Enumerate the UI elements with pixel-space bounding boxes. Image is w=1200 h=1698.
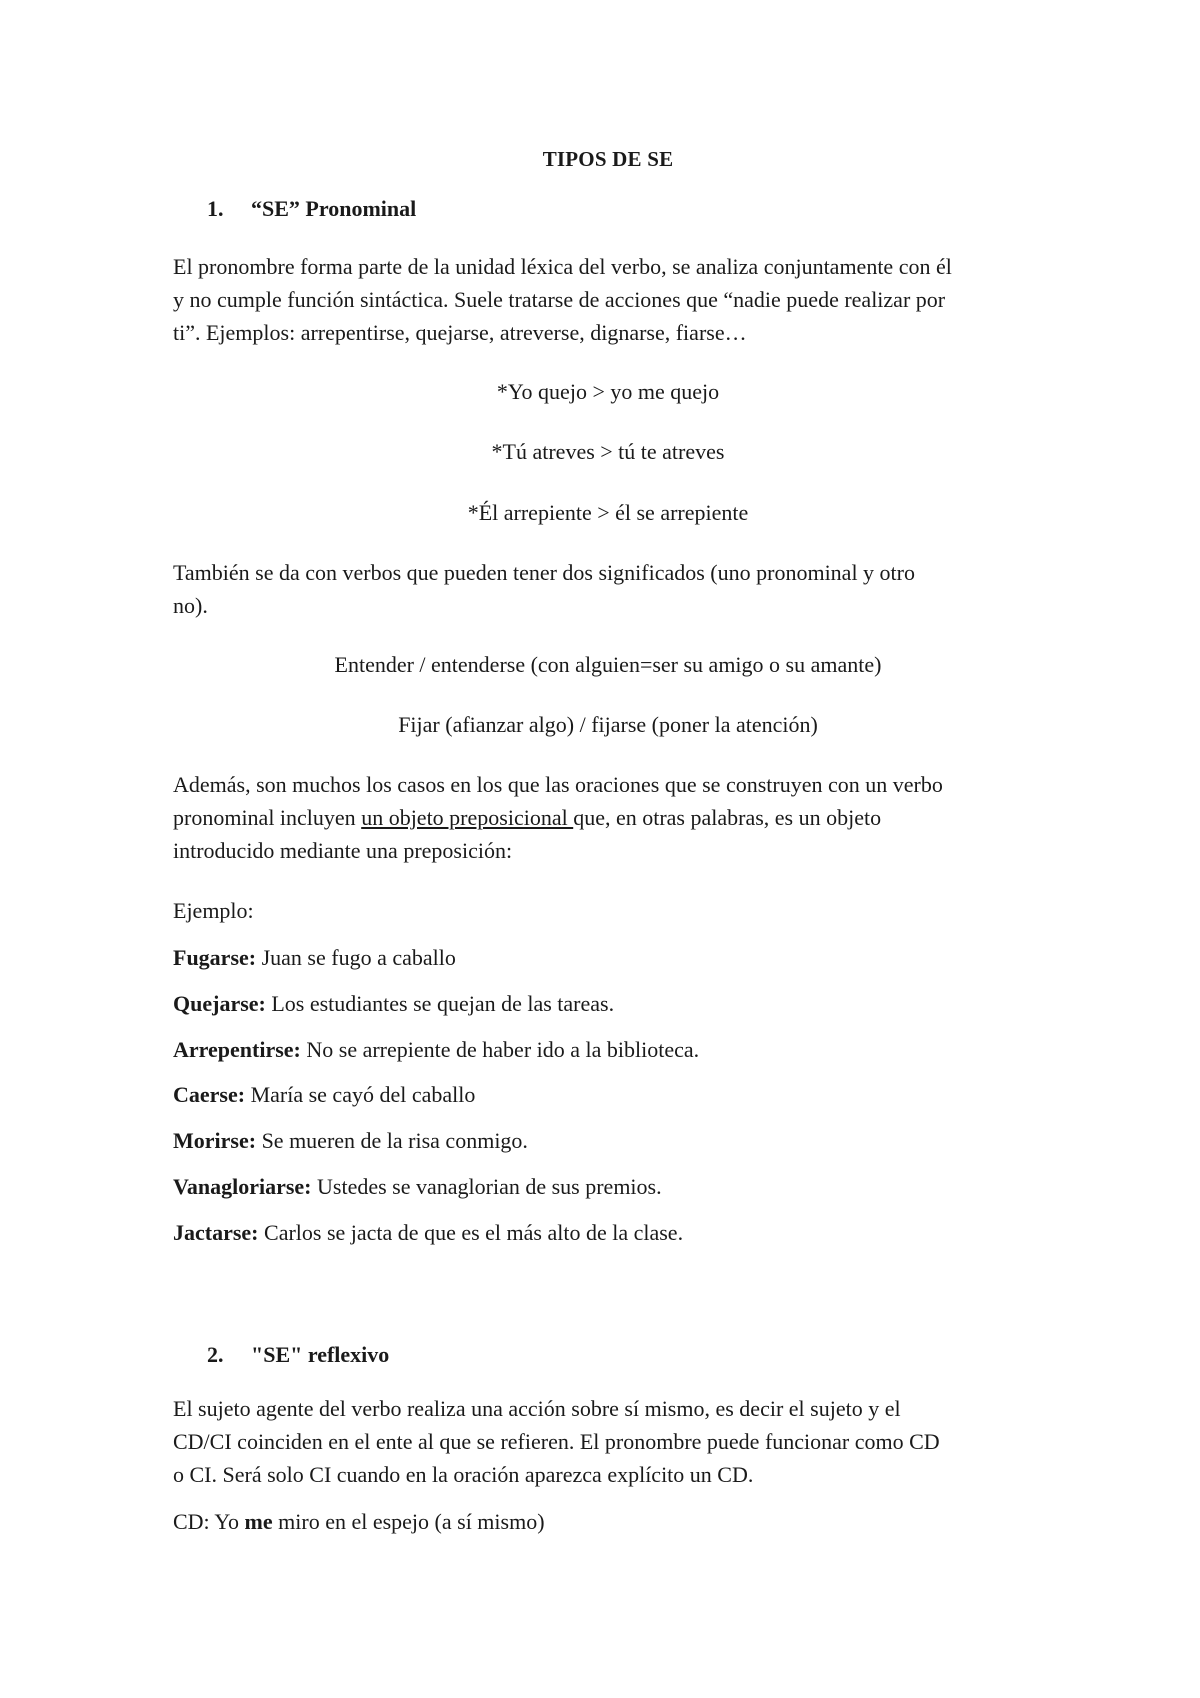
verb-sentence: Juan se fugo a caballo bbox=[256, 945, 456, 970]
section-1-para3-line1: Además, son muchos los casos en los que las oraciones que se construyen con un verbo bbox=[173, 772, 943, 797]
section-1-para2-line2: no). bbox=[173, 593, 208, 618]
section-1-number: 1. bbox=[207, 196, 224, 221]
verb-term: Jactarse: bbox=[173, 1220, 259, 1245]
section-1-para3-line2 bbox=[173, 805, 881, 831]
verb-sentence: María se cayó del caballo bbox=[245, 1082, 476, 1107]
verb-sentence: No se arrepiente de haber ido a la biblioteca. bbox=[300, 1037, 700, 1062]
verb-sentence: Carlos se jacta de que es el más alto de la clase. bbox=[258, 1220, 684, 1245]
section-1-para3-line3: introducido mediante una preposición: bbox=[173, 838, 513, 863]
section-1-para2-line1: También se da con verbos que pueden tener dos significados (uno pronominal y otro bbox=[173, 560, 915, 585]
verb-sentence: Los estudiantes se quejan de las tareas. bbox=[265, 991, 615, 1016]
example-label: Ejemplo: bbox=[173, 898, 254, 923]
verb-term: Quejarse: bbox=[173, 991, 266, 1016]
section-1-heading bbox=[173, 196, 416, 222]
section-2-heading bbox=[173, 1342, 389, 1368]
cd-example bbox=[173, 1509, 545, 1535]
underlined-term: un objeto preposicional bbox=[361, 805, 574, 830]
verb-sentence: Se mueren de la risa conmigo. bbox=[256, 1128, 528, 1153]
section-2-number: 2. bbox=[207, 1342, 224, 1367]
verb-term: Morirse: bbox=[173, 1128, 257, 1153]
verb-example bbox=[173, 1082, 475, 1108]
section-2-para1-line3: o CI. Será solo CI cuando en la oración aparezca explícito un CD. bbox=[173, 1462, 754, 1487]
document-title: TIPOS DE SE bbox=[542, 147, 674, 171]
para3-text-before: pronominal incluyen bbox=[173, 805, 362, 830]
verb-example bbox=[173, 1174, 662, 1200]
para3-text-after: que, en otras palabras, es un objeto bbox=[573, 805, 882, 830]
example-line: Entender / entenderse (con alguien=ser su amigo o su amante) bbox=[334, 652, 882, 677]
example-line: *Tú atreves > tú te atreves bbox=[491, 439, 725, 464]
example-line: *Él arrepiente > él se arrepiente bbox=[467, 500, 749, 525]
verb-sentence: Ustedes se vanaglorian de sus premios. bbox=[311, 1174, 662, 1199]
verb-example bbox=[173, 991, 614, 1017]
example-line: Fijar (afianzar algo) / fijarse (poner la atención) bbox=[398, 712, 818, 737]
verb-example bbox=[173, 1037, 699, 1063]
section-1-para1-line1: El pronombre forma parte de la unidad léxica del verbo, se analiza conjuntamente con él bbox=[173, 254, 952, 279]
section-1-title: “SE” Pronominal bbox=[251, 196, 417, 221]
verb-term: Vanagloriarse: bbox=[173, 1174, 312, 1199]
verb-term: Fugarse: bbox=[173, 945, 257, 970]
verb-example bbox=[173, 1220, 683, 1246]
section-1-para1-line2: y no cumple función sintáctica. Suele tratarse de acciones que “nadie puede realizar por bbox=[173, 287, 946, 312]
section-2-para1-line1: El sujeto agente del verbo realiza una acción sobre sí mismo, es decir el sujeto y el bbox=[173, 1396, 901, 1421]
section-2-title: "SE" reflexivo bbox=[251, 1342, 390, 1367]
verb-example bbox=[173, 1128, 528, 1154]
example-line: *Yo quejo > yo me quejo bbox=[496, 379, 720, 404]
cd-example-before: CD: Yo bbox=[173, 1509, 245, 1534]
section-1-para1-line3: ti”. Ejemplos: arrepentirse, quejarse, atreverse, dignarse, fiarse… bbox=[173, 320, 747, 345]
verb-example bbox=[173, 945, 456, 971]
cd-example-after: miro en el espejo (a sí mismo) bbox=[272, 1509, 545, 1534]
verb-term: Arrepentirse: bbox=[173, 1037, 301, 1062]
cd-example-pronoun: me bbox=[244, 1509, 273, 1534]
section-2-para1-line2: CD/CI coinciden en el ente al que se refieren. El pronombre puede funcionar como CD bbox=[173, 1429, 940, 1454]
verb-term: Caerse: bbox=[173, 1082, 246, 1107]
